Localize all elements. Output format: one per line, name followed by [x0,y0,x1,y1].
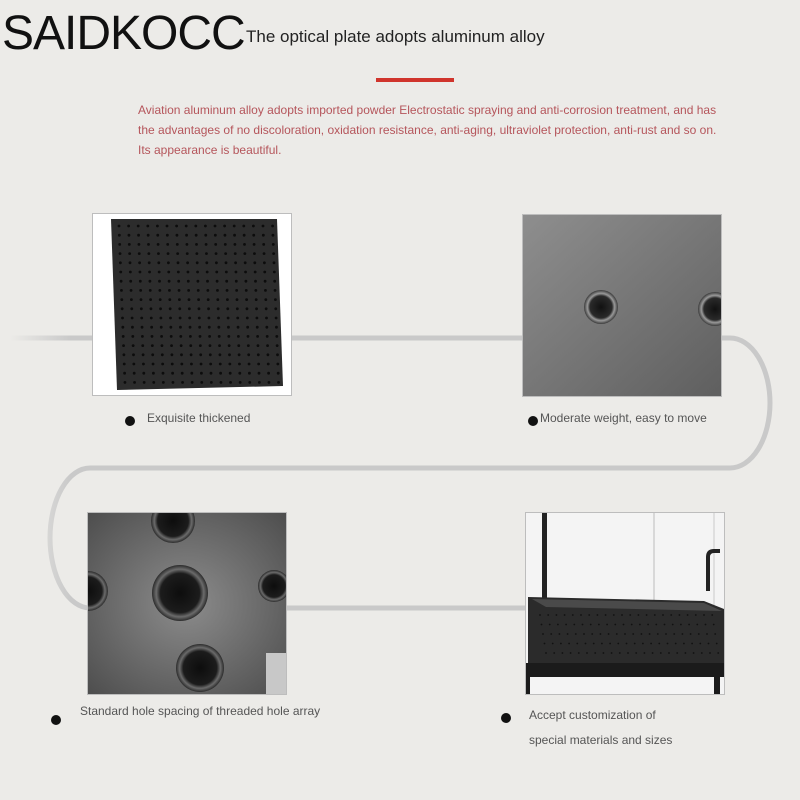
feature-caption-thickened: Exquisite thickened [147,411,251,425]
feature-caption-customization-line1: Accept customization of [529,708,656,722]
product-description: Aviation aluminum alloy adopts imported powder Electrostatic spraying and anti-corrosion treatment, and has the advantages of no discoloration, oxidation resistance, anti-aging, ultraviolet protection, anti-rust and so on. Its appearance is beautiful. [138,103,717,157]
bullet-icon [51,715,61,725]
bullet-icon [125,416,135,426]
feature-caption-hole-spacing: Standard hole spacing of threaded hole array [80,704,321,718]
photo-threaded-holes [87,512,287,695]
photo-closeup-holes [522,214,722,397]
page-headline: The optical plate adopts aluminum alloy [246,27,545,46]
photo-perforated-plate [92,213,292,396]
photo-enclosure [525,512,725,695]
feature-caption-customization-line2: special materials and sizes [529,733,673,747]
bullet-icon [528,416,538,426]
brand-logo: SAIDKOCC [2,7,245,60]
feature-caption-weight: Moderate weight, easy to move [540,411,707,425]
bullet-icon [501,713,511,723]
